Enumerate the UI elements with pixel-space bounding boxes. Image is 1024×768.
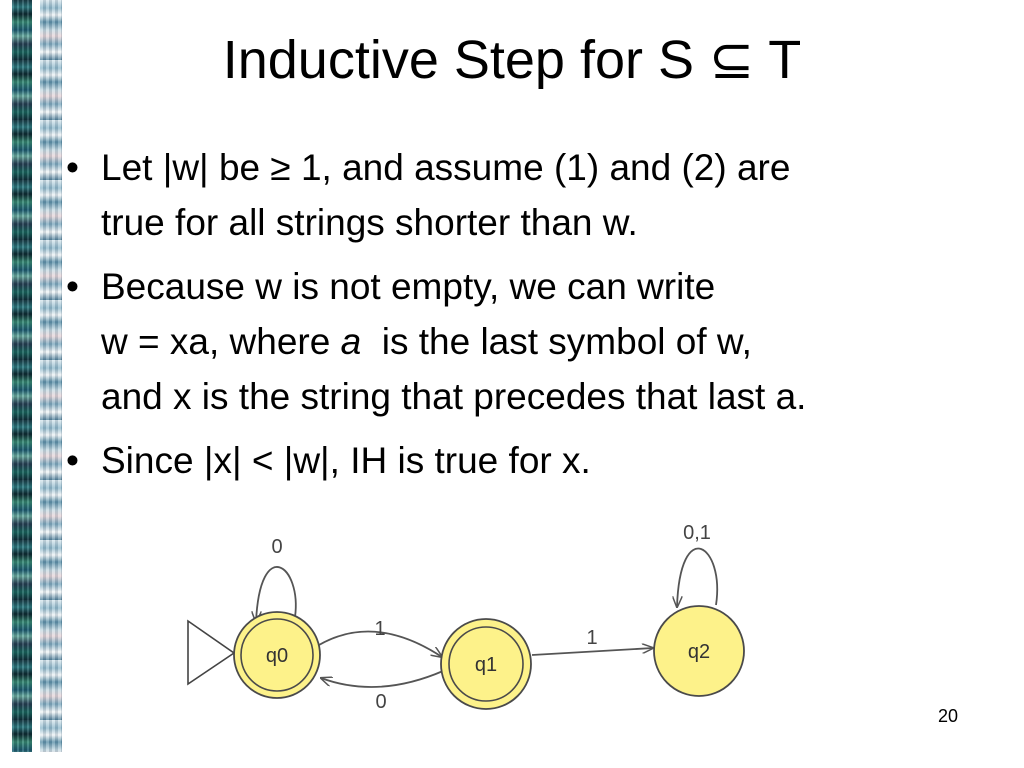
state-label-q2: q2 (687, 641, 711, 663)
decorative-strip-left (12, 0, 32, 752)
edge-label-q1-q0: 0 (375, 691, 387, 713)
bullet-line: and x is the string that precedes that last a. (101, 376, 807, 417)
state-label-q1: q1 (474, 654, 498, 676)
dfa-diagram (180, 515, 760, 720)
symbol-a: a (340, 321, 362, 362)
bullet-list (62, 140, 1012, 497)
edge-q1-q0 (321, 671, 443, 687)
bullet-line (101, 314, 1012, 369)
edge-label-q2-q2: 0,1 (683, 522, 711, 544)
text-segment: w = xa, where (101, 321, 341, 362)
text-segment: is the last symbol of w, (361, 321, 752, 362)
slide-title: Inductive Step for S ⊆ T (222, 30, 802, 90)
edge-q1-q2 (532, 648, 653, 655)
bullet-item (62, 433, 1012, 488)
slide-number: 20 (938, 706, 959, 726)
state-label-q0: q0 (265, 645, 289, 667)
state-q2 (654, 606, 744, 696)
decorative-strip-right (40, 0, 62, 752)
state-q1 (441, 619, 531, 709)
bullet-item (62, 140, 1012, 250)
self-loop-q2 (677, 549, 717, 607)
bullet-line: • Let |w| be ≥ 1, and assume (1) and (2) are (101, 147, 791, 188)
bullet-line: • Since |x| < |w|, IH is true for x. (101, 440, 591, 481)
edge-label-q0-q0: 0 (271, 536, 283, 558)
bullet-item (62, 259, 1012, 424)
bullet-line: • Because w is not empty, we can write (101, 266, 716, 307)
state-q0 (234, 612, 320, 698)
edge-label-q0-q1: 1 (374, 618, 386, 640)
edge-label-q1-q2: 1 (586, 627, 598, 649)
bullet-line: true for all strings shorter than w. (101, 202, 638, 243)
start-arrow (188, 621, 234, 684)
